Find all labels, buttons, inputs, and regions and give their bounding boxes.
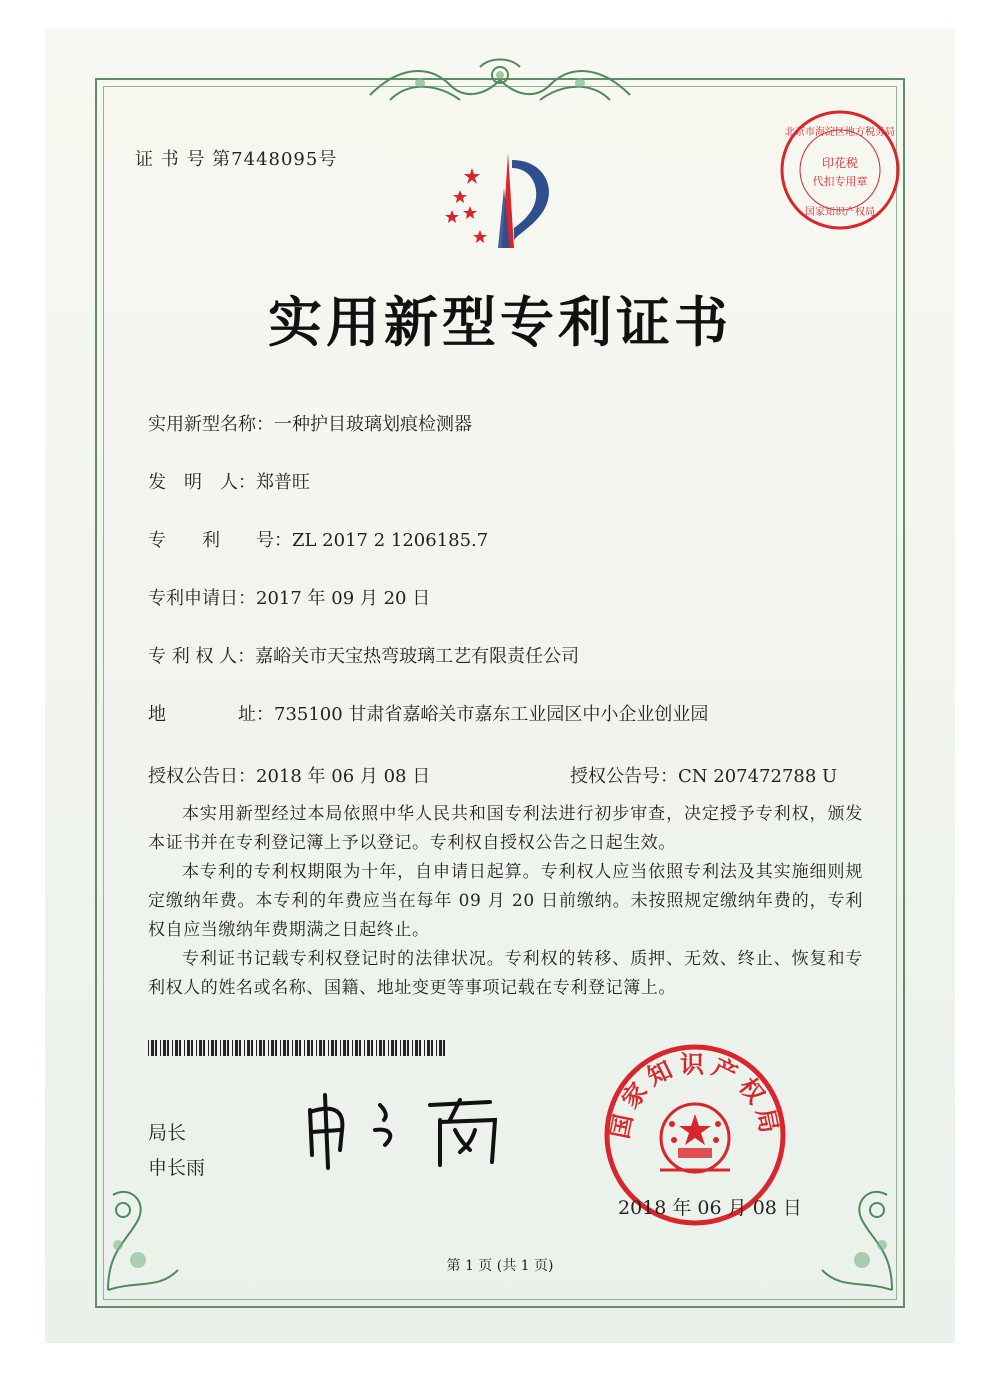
- grant-number-field: [570, 762, 837, 788]
- barcode-bar: [352, 1040, 353, 1056]
- barcode-bar: [443, 1040, 445, 1056]
- patentee-field: [148, 642, 579, 668]
- barcode-bar: [232, 1040, 233, 1056]
- barcode: [148, 1040, 448, 1056]
- barcode-bar: [247, 1040, 250, 1056]
- barcode-bar: [412, 1040, 413, 1056]
- field-label: 专 利 权 人：: [148, 646, 256, 667]
- barcode-bar: [227, 1040, 229, 1056]
- barcode-bar: [295, 1040, 298, 1056]
- barcode-bar: [271, 1040, 274, 1056]
- barcode-bar: [175, 1040, 178, 1056]
- tax-stamp-seal: [775, 105, 905, 235]
- field-value: ZL 2017 2 1206185.7: [292, 530, 489, 551]
- barcode-bar: [407, 1040, 409, 1056]
- barcode-bar: [167, 1040, 169, 1056]
- barcode-bar: [172, 1040, 173, 1056]
- barcode-bar: [355, 1040, 358, 1056]
- certificate-title: 实用新型专利证书: [268, 290, 732, 354]
- certificate-number: 证 书 号 第7448095号: [135, 149, 338, 170]
- barcode-bar: [187, 1040, 190, 1056]
- barcode-bar: [184, 1040, 185, 1056]
- signer-name: 申长雨: [148, 1157, 206, 1179]
- barcode-bar: [304, 1040, 305, 1056]
- barcode-bar: [436, 1040, 437, 1056]
- tax-seal-bottom: 国家知识产权局: [805, 207, 875, 218]
- barcode-bar: [151, 1040, 154, 1056]
- cnipa-logo: [432, 148, 562, 258]
- barcode-bar: [335, 1040, 337, 1056]
- barcode-bar: [299, 1040, 301, 1056]
- patent-number-field: [148, 526, 488, 552]
- barcode-bar: [148, 1040, 149, 1056]
- seal-ring-path: 国家知识产权局: [605, 1050, 785, 1142]
- page-number: 第 1 页 (共 1 页): [446, 1258, 554, 1274]
- barcode-bar: [424, 1040, 425, 1056]
- barcode-bar: [395, 1040, 397, 1056]
- barcode-bar: [163, 1040, 166, 1056]
- barcode-bar: [439, 1040, 442, 1056]
- inventor-field: [148, 468, 310, 494]
- director-signature: [300, 1090, 510, 1170]
- field-label: 实用新型名称：: [148, 414, 274, 435]
- barcode-bar: [419, 1040, 421, 1056]
- barcode-bar: [400, 1040, 401, 1056]
- field-label: 专 利 号：: [148, 530, 292, 551]
- body-paragraph-3: 专利证书记载专利权登记时的法律状况。专利权的转移、质押、无效、终止、恢复和专利权人的姓名或名称、国籍、地址变更等事项记载在专利登记簿上。: [148, 949, 863, 998]
- tax-seal-line2: 代扣专用章: [812, 175, 868, 188]
- barcode-bar: [415, 1040, 418, 1056]
- filing-date-field: [148, 584, 430, 610]
- barcode-bar: [208, 1040, 209, 1056]
- barcode-bar: [316, 1040, 317, 1056]
- barcode-bar: [403, 1040, 406, 1056]
- issue-date: 2018 年 06 月 08 日: [618, 1197, 802, 1219]
- barcode-bar: [340, 1040, 341, 1056]
- barcode-bar: [292, 1040, 293, 1056]
- barcode-bar: [259, 1040, 262, 1056]
- barcode-bar: [283, 1040, 286, 1056]
- barcode-bar: [391, 1040, 394, 1056]
- barcode-bar: [268, 1040, 269, 1056]
- field-value: 郑普旺: [256, 472, 310, 493]
- field-value: 一种护目玻璃划痕检测器: [274, 414, 472, 435]
- barcode-bar: [244, 1040, 245, 1056]
- barcode-bar: [376, 1040, 377, 1056]
- barcode-bar: [196, 1040, 197, 1056]
- barcode-bar: [311, 1040, 313, 1056]
- barcode-bar: [235, 1040, 238, 1056]
- body-paragraph-2: 本专利的专利权期限为十年，自申请日起算。专利权人应当依照专利法及其实施细则规定缴纳年费。本专利的年费应当在每年 09 月 20 日前缴纳。未按照规定缴纳年费的，专利权自应当缴纳年费期满之日起终止。: [148, 862, 863, 940]
- barcode-bar: [388, 1040, 389, 1056]
- barcode-bar: [307, 1040, 310, 1056]
- barcode-bar: [191, 1040, 193, 1056]
- barcode-bar: [220, 1040, 221, 1056]
- barcode-bar: [427, 1040, 430, 1056]
- barcode-bar: [239, 1040, 241, 1056]
- barcode-bar: [215, 1040, 217, 1056]
- utility-model-name-field: [148, 410, 472, 436]
- barcode-bar: [263, 1040, 265, 1056]
- barcode-bar: [323, 1040, 325, 1056]
- tax-seal-ring-text: 北京市海淀区地方税务局: [785, 127, 895, 138]
- barcode-bar: [203, 1040, 205, 1056]
- signer-title: 局长: [148, 1122, 187, 1144]
- field-label: 专利申请日：: [148, 588, 256, 609]
- barcode-bar: [287, 1040, 289, 1056]
- barcode-bar: [359, 1040, 361, 1056]
- barcode-bar: [347, 1040, 349, 1056]
- barcode-bar: [383, 1040, 385, 1056]
- barcode-bar: [319, 1040, 322, 1056]
- top-ornament: [360, 55, 640, 110]
- barcode-bar: [199, 1040, 202, 1056]
- tax-seal-line1: 印花税: [821, 156, 859, 170]
- field-label: 发 明 人：: [148, 472, 256, 493]
- barcode-bar: [155, 1040, 157, 1056]
- barcode-bar: [256, 1040, 257, 1056]
- field-value: 嘉峪关市天宝热弯玻璃工艺有限责任公司: [255, 646, 580, 667]
- barcode-bar: [431, 1040, 433, 1056]
- barcode-bar: [223, 1040, 226, 1056]
- barcode-bar: [179, 1040, 181, 1056]
- barcode-bar: [328, 1040, 329, 1056]
- address-field: [148, 700, 708, 726]
- barcode-bar: [280, 1040, 281, 1056]
- grant-date-field: [148, 762, 430, 788]
- field-label: 地 址：: [148, 704, 274, 725]
- body-paragraph-1: 本实用新型经过本局依照中华人民共和国专利法进行初步审查，决定授予专利权，颁发本证书并在专利登记簿上予以登记。专利权自授权公告之日起生效。: [148, 804, 863, 853]
- certificate-body: [148, 800, 863, 1003]
- field-label: 授权公告日：: [148, 766, 256, 787]
- barcode-bar: [275, 1040, 277, 1056]
- field-value: 2018 年 06 月 08 日: [256, 766, 431, 787]
- barcode-bar: [251, 1040, 253, 1056]
- field-value: 2017 年 09 月 20 日: [256, 588, 431, 609]
- bottom-right-ornament: [812, 1150, 902, 1300]
- barcode-bar: [364, 1040, 365, 1056]
- barcode-bar: [160, 1040, 161, 1056]
- barcode-bar: [371, 1040, 373, 1056]
- barcode-bar: [379, 1040, 382, 1056]
- barcode-bar: [367, 1040, 370, 1056]
- field-value: CN 207472788 U: [678, 766, 838, 787]
- barcode-bar: [211, 1040, 214, 1056]
- field-value: 735100 甘肃省嘉峪关市嘉东工业园区中小企业创业园: [274, 704, 709, 725]
- barcode-bar: [331, 1040, 334, 1056]
- field-label: 授权公告号：: [570, 766, 678, 787]
- barcode-bar: [343, 1040, 346, 1056]
